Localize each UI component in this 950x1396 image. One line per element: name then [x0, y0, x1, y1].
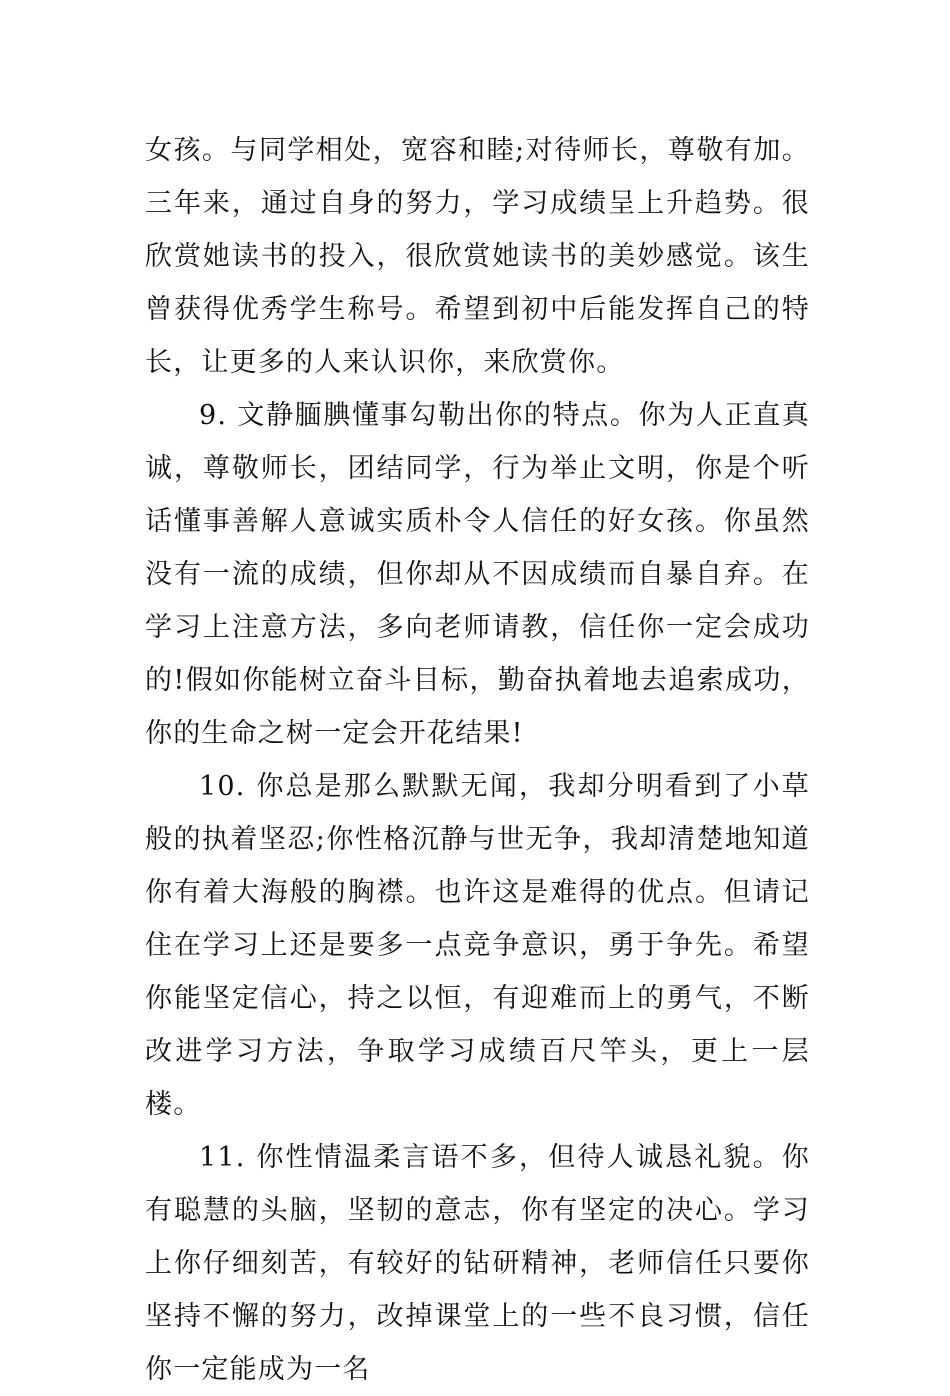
paragraph-item-10: 10. 你总是那么默默无闻，我却分明看到了小草般的执着坚忍;你性格沉静与世无争，我却清楚地知道你有着大海般的胸襟。也许这是难得的优点。但请记住在学习上还是要多一点竞争意识，勇于争先。希望你能坚定信心，持之以恒，有迎难而上的勇气，不断改进学习方法，争取学习成绩百尺竿头，更上一层楼。 — [145, 771, 810, 1120]
paragraph-item-9: 9. 文静腼腆懂事勾勒出你的特点。你为人正直真诚，尊敬师长，团结同学，行为举止文明，你是个听话懂事善解人意诚实质朴令人信任的好女孩。你虽然没有一流的成绩，但你却从不因成绩而自暴自弃。在学习上注意方法，多向老师请教，信任你一定会成功的!假如你能树立奋斗目标，勤奋执着地去追索成功，你的生命之树一定会开花结果! — [145, 400, 810, 749]
paragraph-continuation: 女孩。与同学相处，宽容和睦;对待师长，尊敬有加。三年来，通过自身的努力，学习成绩呈上升趋势。很欣赏她读书的投入，很欣赏她读书的美妙感觉。该生曾获得优秀学生称号。希望到初中后能发挥自己的特长，让更多的人来认识你，来欣赏你。 — [145, 135, 810, 378]
document-body — [145, 124, 810, 1396]
paragraph-item-11: 11. 你性情温柔言语不多，但待人诚恳礼貌。你有聪慧的头脑，坚韧的意志，你有坚定的决心。学习上你仔细刻苦，有较好的钻研精神，老师信任只要你坚持不懈的努力，改掉课堂上的一些不良习惯，信任你一定能成为一名 — [145, 1142, 810, 1385]
